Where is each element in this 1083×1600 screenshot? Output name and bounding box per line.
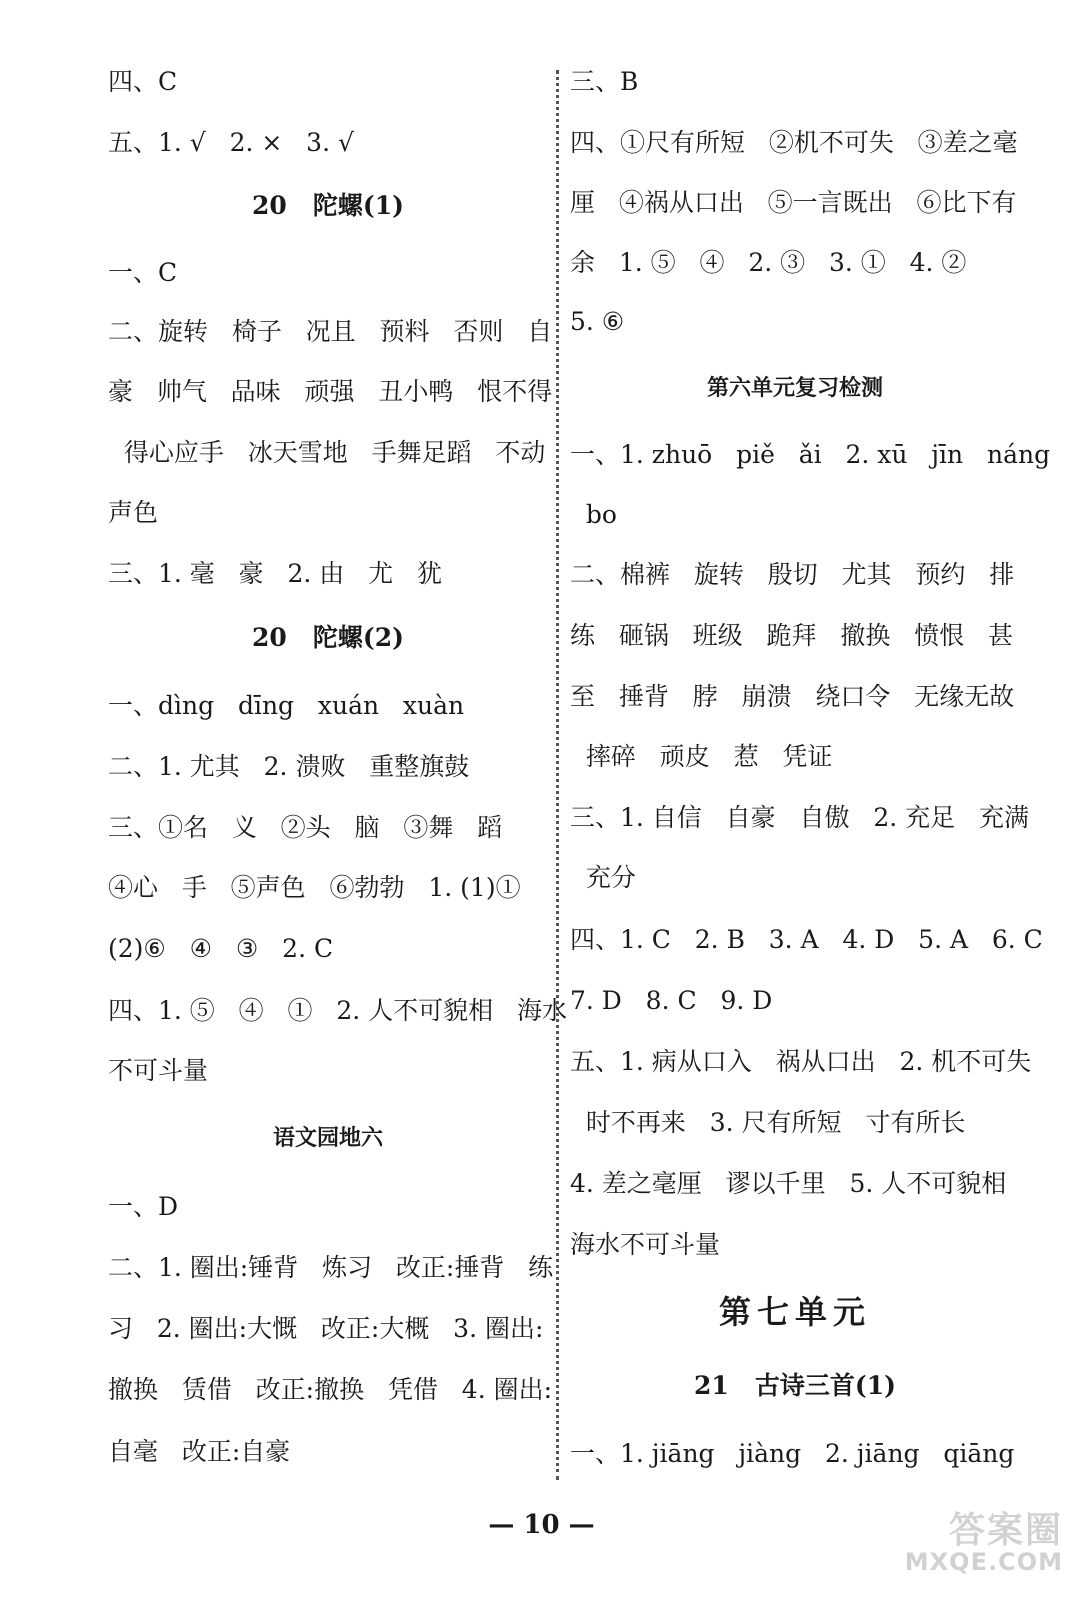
page-number: — 10 — — [488, 1510, 595, 1540]
answer-line: 余 1. ⑤ ④ 2. ③ 3. ① 4. ② — [570, 248, 967, 277]
section-heading: 第六单元复习检测 — [706, 375, 883, 401]
answer-line: 二、旋转 椅子 况且 预料 否则 自 — [108, 317, 553, 346]
answer-line: 四、C — [108, 67, 178, 96]
watermark-title: 答案圈 — [948, 1510, 1063, 1551]
answer-line: 一、1. jiāng jiàng 2. jiāng qiāng — [570, 1439, 1015, 1468]
answer-line: 自毫 改正:自豪 — [108, 1437, 291, 1466]
answer-line: 五、1. 病从口入 祸从口出 2. 机不可失 — [570, 1047, 1032, 1076]
answer-line: 三、①名 义 ②头 脑 ③舞 蹈 — [108, 813, 503, 842]
answer-line: 一、C — [108, 258, 178, 287]
answer-line: 海水不可斗量 — [570, 1230, 721, 1259]
answer-line: 练 砸锅 班级 跪拜 撤换 愤恨 甚 — [570, 621, 1014, 650]
section-heading: 20 陀螺(1) — [252, 191, 404, 220]
answer-line: 撤换 赁借 改正:撤换 凭借 4. 圈出: — [108, 1375, 553, 1404]
answer-line: ④心 手 ⑤声色 ⑥勃勃 1. (1)① — [108, 873, 521, 902]
answer-line: 习 2. 圈出:大慨 改正:大概 3. 圈出: — [108, 1314, 544, 1343]
answer-line: 五、1. √ 2. × 3. √ — [108, 128, 354, 157]
answer-line: 豪 帅气 品味 顽强 丑小鸭 恨不得 — [108, 377, 553, 406]
answer-line: 二、1. 圈出:锤背 炼习 改正:捶背 练 — [108, 1253, 554, 1282]
watermark-url: MXQE.COM — [904, 1548, 1063, 1576]
answer-line: 二、棉裤 旋转 殷切 尤其 预约 排 — [570, 560, 1015, 589]
answer-line: 一、1. zhuō piě ǎi 2. xū jīn náng — [570, 440, 1051, 469]
unit-title: 第七单元 — [718, 1293, 871, 1331]
answer-line: 一、dìng dīng xuán xuàn — [108, 691, 465, 720]
answer-line: 摔碎 顽皮 惹 凭证 — [570, 742, 833, 771]
answer-line: 二、1. 尤其 2. 溃败 重整旗鼓 — [108, 752, 470, 781]
answer-line: 四、1. C 2. B 3. A 4. D 5. A 6. C — [570, 925, 1043, 954]
answer-line: 一、D — [108, 1192, 179, 1221]
answer-line: 声色 — [108, 498, 159, 527]
watermark-logo — [888, 1502, 1063, 1582]
column-divider — [556, 70, 559, 1480]
section-heading: 20 陀螺(2) — [252, 623, 404, 652]
answer-line: 四、①尺有所短 ②机不可失 ③差之毫 — [570, 128, 1018, 157]
answer-line: 至 捶背 脖 崩溃 绕口令 无缘无故 — [570, 682, 1015, 711]
answer-line: (2)⑥ ④ ③ 2. C — [108, 934, 334, 963]
section-heading: 语文园地六 — [272, 1125, 383, 1151]
answer-line: bo — [570, 500, 617, 529]
answer-line: 5. ⑥ — [570, 307, 625, 336]
answer-line: 7. D 8. C 9. D — [570, 986, 773, 1015]
answer-line: 三、1. 自信 自豪 自傲 2. 充足 充满 — [570, 803, 1029, 832]
answer-line: 时不再来 3. 尺有所短 寸有所长 — [570, 1108, 966, 1137]
answer-line: 三、B — [570, 67, 639, 96]
answer-line: 得心应手 冰天雪地 手舞足蹈 不动 — [108, 438, 546, 467]
answer-line: 四、1. ⑤ ④ ① 2. 人不可貌相 海水 — [108, 996, 567, 1025]
answer-line: 4. 差之毫厘 谬以千里 5. 人不可貌相 — [570, 1169, 1007, 1198]
answer-line: 不可斗量 — [108, 1056, 209, 1085]
answer-line: 三、1. 毫 豪 2. 由 尤 犹 — [108, 559, 442, 588]
answer-line: 充分 — [570, 863, 636, 892]
section-heading: 21 古诗三首(1) — [694, 1371, 896, 1400]
answer-line: 厘 ④祸从口出 ⑤一言既出 ⑥比下有 — [570, 188, 1017, 217]
